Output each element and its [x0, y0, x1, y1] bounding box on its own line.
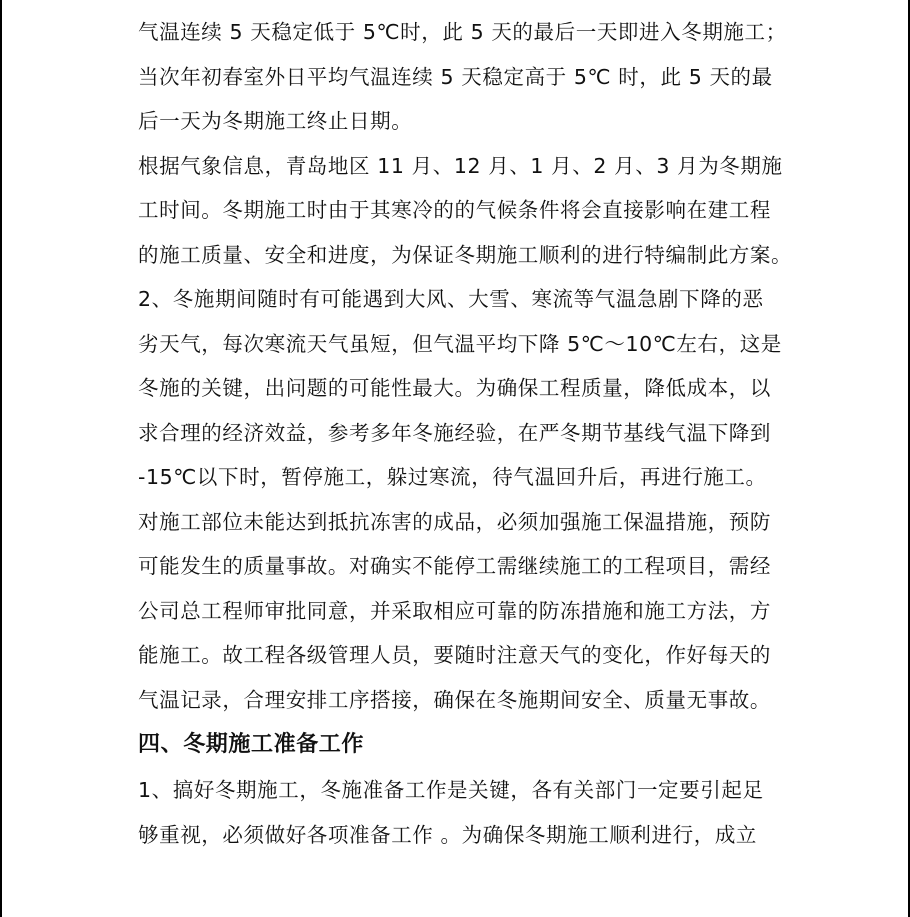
text-line: 的施工质量、安全和进度，为保证冬期施工顺利的进行特编制此方案。 [138, 242, 793, 267]
text-line: 根据气象信息，青岛地区 11 月、12 月、1 月、2 月、3 月为冬期施 [138, 153, 783, 178]
text-line: 气温记录，合理安排工序搭接，确保在冬施期间安全、质量无事故。 [138, 687, 771, 712]
text-line: 对施工部位未能达到抵抗冻害的成品，必须加强施工保温措施，预防 [138, 509, 771, 534]
text-line: 冬施的关键，出问题的可能性最大。为确保工程质量，降低成本，以 [138, 376, 771, 400]
text-line: 气温连续 5 天稳定低于 5℃时，此 5 天的最后一天即进入冬期施工； [138, 20, 787, 44]
text-line: -15℃以下时，暂停施工，躲过寒流，待气温回升后，再进行施工。 [138, 465, 767, 489]
text-line: 劣天气，每次寒流天气虽短，但气温平均下降 5℃～10℃左右，这是 [138, 331, 782, 356]
document-body [138, 10, 793, 857]
text-line: 后一天为冬期施工终止日期。 [138, 109, 413, 133]
text-line: 求合理的经济效益，参考多年冬施经验，在严冬期节基线气温下降到 [138, 420, 771, 445]
text-line: 能施工。故工程各级管理人员，要随时注意天气的变化，作好每天的 [138, 643, 771, 667]
text-line: 工时间。冬期施工时由于其寒冷的的气候条件将会直接影响在建工程 [138, 198, 771, 222]
text-line: 可能发生的质量事故。对确实不能停工需继续施工的工程项目，需经 [138, 554, 771, 578]
text-line: 够重视，必须做好各项准备工作 。为确保冬期施工顺利进行，成立 [138, 822, 758, 847]
text-line: 当次年初春室外日平均气温连续 5 天稳定高于 5℃ 时，此 5 天的最 [138, 64, 773, 89]
text-line: 2、冬施期间随时有可能遇到大风、大雪、寒流等气温急剧下降的恶 [138, 287, 764, 311]
text-line: 公司总工程师审批同意，并采取相应可靠的防冻措施和施工方法，方 [138, 598, 771, 623]
text-line: 1、搞好冬期施工，冬施准备工作是关键，各有关部门一定要引起足 [138, 778, 764, 802]
section-heading: 四、冬期施工准备工作 [138, 732, 365, 757]
page-left-border [0, 0, 2, 917]
